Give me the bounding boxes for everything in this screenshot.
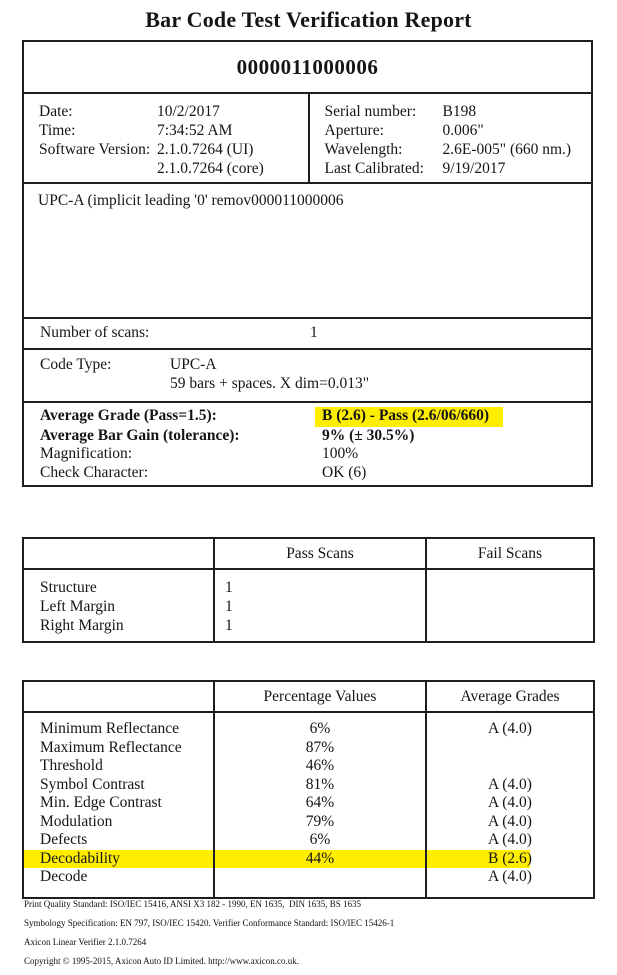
row-label: Min. Edge Contrast [23, 794, 214, 813]
symbology-line: UPC-A (implicit leading '0' remov000011000006 [38, 192, 344, 209]
row-label: Defects [23, 831, 214, 850]
info-value: 9/19/2017 [442, 160, 506, 177]
report-footer [24, 899, 394, 975]
percentage-value: 44% [214, 850, 426, 869]
info-value: 2.1.0.7264 (UI) [157, 141, 254, 158]
table-row-left-margin [23, 597, 594, 616]
table-row-decode [23, 868, 594, 898]
report-title: Bar Code Test Verification Report [145, 7, 472, 32]
grade-value: OK (6) [322, 463, 367, 481]
info-value: B198 [442, 103, 477, 120]
symbology-section [24, 182, 591, 317]
quality-parameters-table [22, 680, 595, 899]
table-row-defects [23, 831, 594, 850]
info-row-software-version-core [39, 159, 308, 178]
code-type-section [24, 348, 591, 401]
info-column-left [24, 94, 308, 182]
report-summary-box [22, 40, 593, 487]
average-grade: A (4.0) [426, 794, 594, 813]
grade-label: Check Character: [40, 463, 149, 481]
grade-value: 100% [322, 445, 359, 462]
number-of-scans-value: 1 [310, 324, 318, 341]
info-value: 0.006" [442, 122, 484, 139]
info-label: Aperture: [324, 122, 384, 139]
pass-scans-value: 1 [214, 616, 426, 642]
info-label: Date: [39, 103, 73, 120]
info-label: Last Calibrated: [324, 160, 424, 177]
percentage-value: 6% [214, 712, 426, 739]
info-row-wavelength [325, 140, 592, 159]
grade-row-average-grade [24, 407, 591, 427]
code-type-label: Code Type: [40, 356, 112, 373]
info-row-serial-number [325, 102, 592, 121]
grade-row-bar-gain [24, 427, 591, 446]
info-label: Time: [39, 122, 76, 139]
info-row-last-calibrated [325, 159, 592, 178]
column-header-average-grades: Average Grades [426, 681, 594, 712]
fail-scans-value [426, 616, 594, 642]
table-row-modulation [23, 813, 594, 832]
row-label: Decodability [23, 850, 214, 869]
info-column-right [308, 94, 592, 182]
grade-label: Magnification: [40, 445, 133, 462]
footer-print-quality-standard-line: Print Quality Standard: ISO/IEC 15416, ANSI X3 182 - 1990, EN 1635, DIN 1635, BS 1635 [24, 899, 361, 909]
grade-row-check-character [24, 464, 591, 483]
average-grade [426, 757, 594, 776]
code-type-label-spacer [24, 374, 170, 393]
info-row-date [39, 102, 308, 121]
table-row-right-margin [23, 616, 594, 642]
table-row-maximum-reflectance [23, 739, 594, 758]
barcode-number-section [24, 42, 591, 92]
device-info-section [24, 92, 591, 182]
info-label: Software Version: [39, 141, 151, 158]
average-grade-section [24, 401, 591, 485]
average-grade: A (4.0) [426, 831, 594, 850]
pass-scans-value: 1 [214, 597, 426, 616]
info-row-time [39, 121, 308, 140]
table-row-symbol-contrast [23, 776, 594, 795]
row-label: Minimum Reflectance [23, 712, 214, 739]
row-label: Left Margin [23, 597, 214, 616]
row-label: Right Margin [23, 616, 214, 642]
row-label: Structure [23, 569, 214, 597]
pass-scans-value: 1 [214, 569, 426, 597]
info-value: 7:34:52 AM [157, 122, 233, 139]
column-header-percentage-values: Percentage Values [214, 681, 426, 712]
percentage-value: 87% [214, 739, 426, 758]
info-label: Wavelength: [324, 141, 403, 158]
table-row-structure [23, 569, 594, 597]
column-header-pass-scans: Pass Scans [214, 538, 426, 569]
barcode-number: 0000011000006 [236, 54, 379, 79]
average-grade: A (4.0) [426, 776, 594, 795]
percentage-value: 64% [214, 794, 426, 813]
column-header-blank [23, 681, 214, 712]
info-row-aperture [325, 121, 592, 140]
column-header-fail-scans: Fail Scans [426, 538, 594, 569]
fail-scans-value [426, 569, 594, 597]
percentage-value: 46% [214, 757, 426, 776]
table-row-decodability [23, 850, 594, 869]
code-type-detail: 59 bars + spaces. X dim=0.013" [170, 375, 370, 392]
info-row-software-version [39, 140, 308, 159]
grade-value: 9% (± 30.5%) [322, 426, 415, 444]
info-value: 2.1.0.7264 (core) [157, 160, 264, 177]
column-header-blank [23, 538, 214, 569]
grade-label: Average Bar Gain (tolerance): [40, 426, 240, 444]
grade-label: Average Grade (Pass=1.5): [40, 407, 217, 424]
param-table-header-row [23, 681, 594, 712]
percentage-value [214, 868, 426, 898]
table-row-min-edge-contrast [23, 794, 594, 813]
fail-scans-value [426, 597, 594, 616]
scan-table-header-row [23, 538, 594, 569]
scan-results-table [22, 537, 595, 643]
number-of-scans-label: Number of scans: [40, 324, 150, 341]
percentage-value: 79% [214, 813, 426, 832]
percentage-value: 6% [214, 831, 426, 850]
average-grade [426, 739, 594, 758]
grade-row-magnification [24, 445, 591, 464]
table-row-minimum-reflectance [23, 712, 594, 739]
average-grade: B (2.6) [426, 850, 594, 869]
average-grade-value: B (2.6) - Pass (2.6/06/660) [315, 407, 503, 427]
info-label [39, 159, 157, 178]
row-label: Maximum Reflectance [23, 739, 214, 758]
row-label: Decode [23, 868, 214, 898]
row-label: Modulation [23, 813, 214, 832]
number-of-scans-section [24, 317, 591, 348]
info-value: 10/2/2017 [157, 103, 220, 120]
row-label: Symbol Contrast [23, 776, 214, 795]
average-grade: A (4.0) [426, 712, 594, 739]
footer-symbology-specification-line: Symbology Specification: EN 797, ISO/IEC 15420. Verifier Conformance Standard: ISO/IEC 15426-1 [24, 918, 395, 928]
info-value: 2.6E-005" (660 nm.) [442, 141, 572, 158]
footer-verifier-version-line: Axicon Linear Verifier 2.1.0.7264 [24, 937, 147, 947]
percentage-value: 81% [214, 776, 426, 795]
average-grade: A (4.0) [426, 813, 594, 832]
table-row-threshold [23, 757, 594, 776]
row-label: Threshold [23, 757, 214, 776]
info-label: Serial number: [324, 103, 417, 120]
code-type-value: UPC-A [170, 356, 217, 373]
average-grade: A (4.0) [426, 868, 594, 898]
footer-copyright-line: Copyright © 1995-2015, Axicon Auto ID Limited. http://www.axicon.co.uk. [24, 956, 299, 966]
